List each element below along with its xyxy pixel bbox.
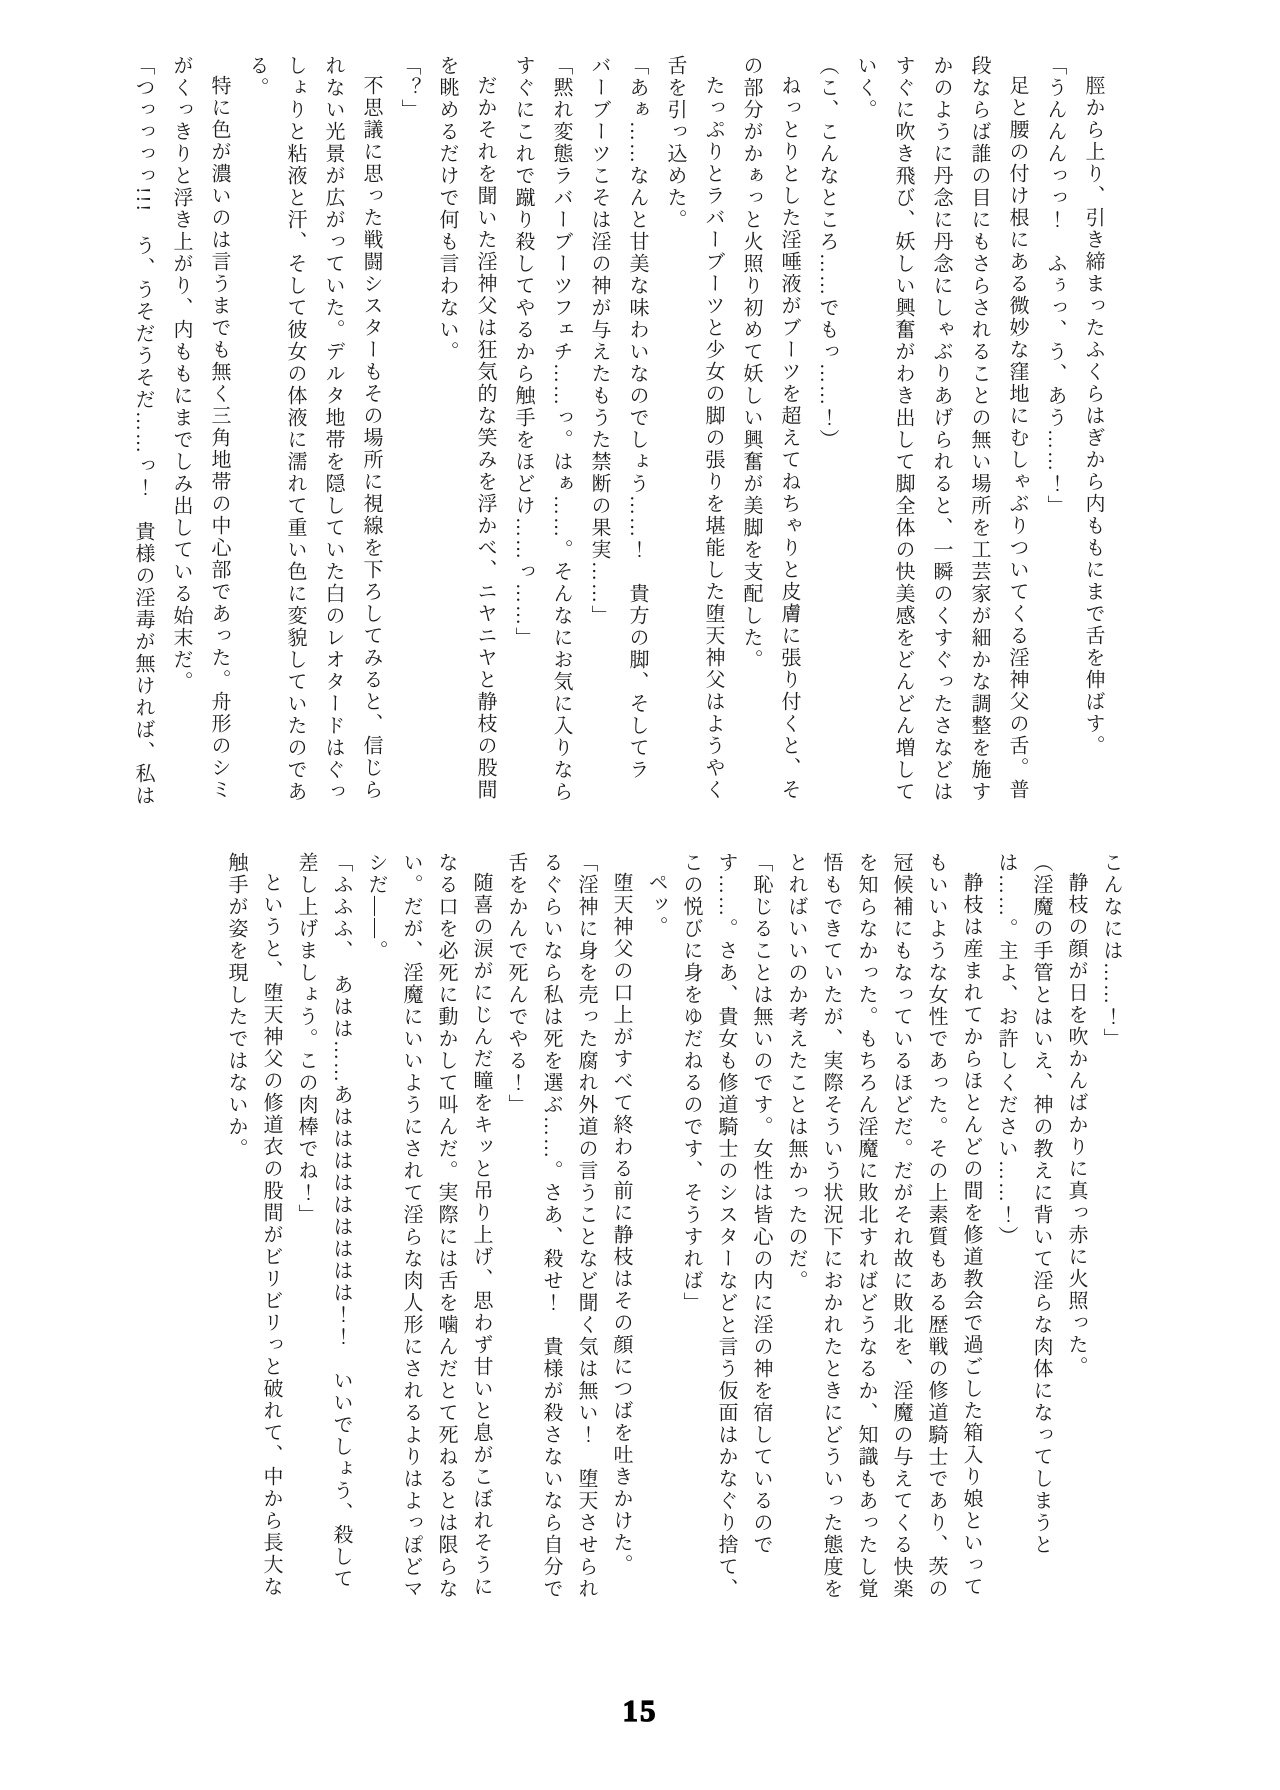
paragraph: 「うんんんっっ！ ふぅっ、う、あう……！」 (1044, 55, 1066, 517)
paragraph: 静枝は産まれてからほとんどの間を修道教会で過ごした箱入り娘といってもいいような女性であった。その上素質もある歴戦の修道騎士であり、茨の冠候補にもなっているほどだ。だがそれ故に敗北を、淫魔の与えてくる快楽を知らなかった。もちろん淫魔に敗北すればどうなるか、知識もあったし覚悟もできていたが、実際そういう状況下におかれたときにどういった態度をとればいいのか考えたことは無かったのだ。 (785, 852, 982, 1600)
paragraph: だかそれを聞いた淫神父は狂気的な笑みを浮かべ、ニヤニヤと静枝の股間を眺めるだけで何も言わない。 (436, 55, 496, 801)
paragraph: 堕天神父の口上がすべて終わる前に静枝はその顔につばを吐きかけた。 (610, 872, 632, 1576)
paragraph: たっぷりとラバーブーツと少女の脚の張りを堪能した堕天神父はようやく舌を引っ込めた。 (664, 55, 724, 801)
paragraph: 静枝の顔が日を吹かんばかりに真っ赤に火照った。 (1065, 872, 1087, 1378)
paragraph: 「？」 (398, 55, 420, 121)
paragraph: 足と腰の付け根にある微妙な窪地にむしゃぶりついてくる淫神父の舌。普段ならば誰の目にもさらされることの無い場所を工芸家が細かな調整を施すかのように丹念に丹念にしゃぶりあげられると、一瞬のくすぐったさなどはすぐに吹き飛び、妖しい興奮がわき出して脚全体の快美感をどんどん増していく。 (854, 55, 1028, 803)
paragraph: 特に色が濃いのは言うまでも無く三角地帯の中心部であった。舟形のシミがくっきりと浮き上がり、内ももにまでしみ出している始末だ。 (170, 55, 230, 801)
page-number: 15 (622, 1693, 658, 1728)
paragraph: ペッ。 (645, 872, 667, 938)
paragraph: （こ、こんなところ……でもっ……！） (816, 55, 838, 451)
paragraph: 「淫神に身を売った腐れ外道の言うことなど聞く気は無い！ 堕天させられるぐらいなら私は死を選ぶ……。さあ、殺せ！ 貴様が殺さないなら自分で舌をかんで死んでやる！」 (505, 852, 597, 1600)
paragraph: 「ふふふ、 あはは……あははははははははは！！ いいでしょう、殺して差し上げましょう。この肉棒でね！」 (295, 852, 352, 1590)
paragraph: （淫魔の手管とはいえ、神の教えに背いて淫らな肉体になってしまうとは……。主よ、お許しください……！） (995, 852, 1052, 1556)
paragraph: 「あぁ……なんと甘美な味わいなのでしょう……！ 貴方の脚、そしてラバーブーツこそは淫の神が与えたもうた禁断の果実……」 (588, 55, 648, 781)
paragraph: というと、堕天神父の修道衣の股間がビリビリっと破れて、中から長大な触手が姿を現したではないか。 (225, 852, 282, 1598)
paragraph: 「黙れ変態ラバーブーツフェチ……っ。はぁ……。そんなにお気に入りならすぐにこれで蹴り殺してやるから触手をほどけ……っ……」 (512, 55, 572, 803)
paragraph: 「つっっっっ!!! う、うそだうそだ……っ！ 貴様の淫毒が無ければ、私は (132, 55, 154, 807)
paragraph: 「恥じることは無いのです。女性は皆心の内に淫の神を宿しているのです……。さあ、貴女も修道騎士のシスターなどと言う仮面はかなぐり捨て、この悦びに身をゆだねるのです、そうすれば」 (680, 852, 772, 1600)
paragraph: 随喜の涙がにじんだ瞳をキッと吊り上げ、思わず甘いと息がこぼれそうになる口を必死に動かして叫んだ。実際には舌を噛んだとて死ねるとは限らない。だが、淫魔にいいようにされて淫らな肉人形にされるよりはよっぽどマシだ――。 (365, 852, 492, 1600)
paragraph: 脛から上り、引き締まったふくらはぎから内ももにまで舌を伸ばす。 (1082, 75, 1104, 757)
paragraph: こんなには……！」 (1100, 852, 1122, 1050)
text-section-top (102, 55, 1112, 807)
paragraph: 不思議に思った戦闘シスターもその場所に視線を下ろしてみると、信じられない光景が広がっていた。デルタ地帯を隠していた白のレオタードはぐっしょりと粘液と汗、そして彼女の体液に濡れて重い色に変貌していたのである。 (246, 55, 382, 803)
text-section-bottom (188, 852, 1128, 1604)
paragraph: ねっとりとした淫唾液がブーツを超えてねちゃりと皮膚に張り付くと、その部分がかぁっと火照り初めて妖しい興奮が美脚を支配した。 (740, 55, 800, 801)
